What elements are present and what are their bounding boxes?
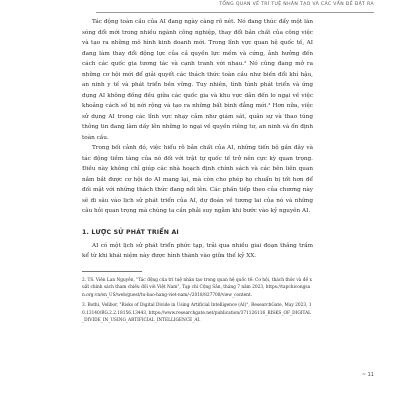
- section-paragraph: AI có một lịch sử phát triển phức tạp, trải qua nhiều giai đoạn thăng trầm kể từ khi khái niệm này được hình thành vào giữa thế kỷ XX.: [82, 242, 313, 259]
- page-content: [82, 17, 313, 328]
- body-paragraph-1: Tác động toàn cầu của AI đang ngày càng rõ nét. Nó đang thúc đẩy một làn sóng đổi mới trong nhiều ngành công nghiệp, thay đổi bản chất của công việc và tạo ra những mô hình kinh doanh mới. Trong lĩnh vực quan hệ quốc tế, AI đang làm thay đổi động lực của cả quyền lực mềm và cứng, ảnh hưởng đến cách các quốc gia tương tác và cạnh tranh với nhau.² Nó cũng đang mở ra những cơ hội mới để giải quyết các thách thức toàn cầu như biến đổi khí hậu, an ninh y tế và phát triển bền vững. Tuy nhiên, tình hình phát triển và ứng dụng AI không đồng đều giữa các quốc gia và khu vực dẫn đến lo ngại về việc khoảng cách số bị nới rộng và tạo ra những bất bình đẳng mới.³ Hơn nữa, việc sử dụng AI trong các lĩnh vực nhạy cảm như giám sát, quân sự và thao túng thông tin đang làm dấy lên những lo ngại về quyền riêng tư, an ninh và ổn định toàn cầu.: [82, 19, 313, 141]
- body-paragraph-2: Trong bối cảnh đó, việc hiểu rõ bản chất của AI, những tiến bộ gần đây và tác động tiềm tàng của nó đối với trật tự quốc tế trở nên cực kỳ quan trọng. Điều này không chỉ giúp các nhà hoạch định chính sách và các bên liên quan nắm bắt được cơ hội do AI mang lại, mà còn cho phép họ chuẩn bị tốt hơn để đối mặt với những thách thức đang nổi lên. Các phần tiếp theo của chương này sẽ đi sâu vào lịch sử phát triển của AI, dự đoán về tương lai của nó và những câu hỏi quan trọng mà chúng ta cần phải suy ngẫm khi bước vào kỷ nguyên AI.: [82, 145, 313, 214]
- footnote-separator: [82, 271, 142, 272]
- section-heading: 1. LƯỢC SỬ PHÁT TRIỂN AI: [82, 228, 179, 236]
- footnote-2: 2. TS. Viên Lan Nguyên, "Tác động của trí tuệ nhân tạo trong quan hệ quốc tế: Cơ hội, thách thức và đề xuất chính sách tham chiếu đối với Việt Nam", Tạp chí Cộng Sản, tháng 7 năm 2023, https://tapchicongsan.org.vn/en_US/web/guest/tu-bao-hang-viet-nam/-/2018/827708/view_content.: [82, 277, 312, 298]
- page-number: ~ 11: [361, 372, 374, 378]
- footnote-3: 3. Bothi, Velibor, "Risks of Digital Divide in Using Artificial Intelligence (AI)", ResearchGate, May 2023, 10.13140/RG.2.2.18156.13443, https://www.researchgate.net/publication/371126116_RISKS_OF_DIGITAL_DIVIDE_IN_USING_ARTIFICIAL_INTELLIGENCE_AI.: [82, 303, 312, 324]
- running-header: TỔNG QUAN VỀ TRÍ TUỆ NHÂN TẠO VÀ CÁC VẤN ĐỀ ĐẶT RA: [219, 2, 374, 7]
